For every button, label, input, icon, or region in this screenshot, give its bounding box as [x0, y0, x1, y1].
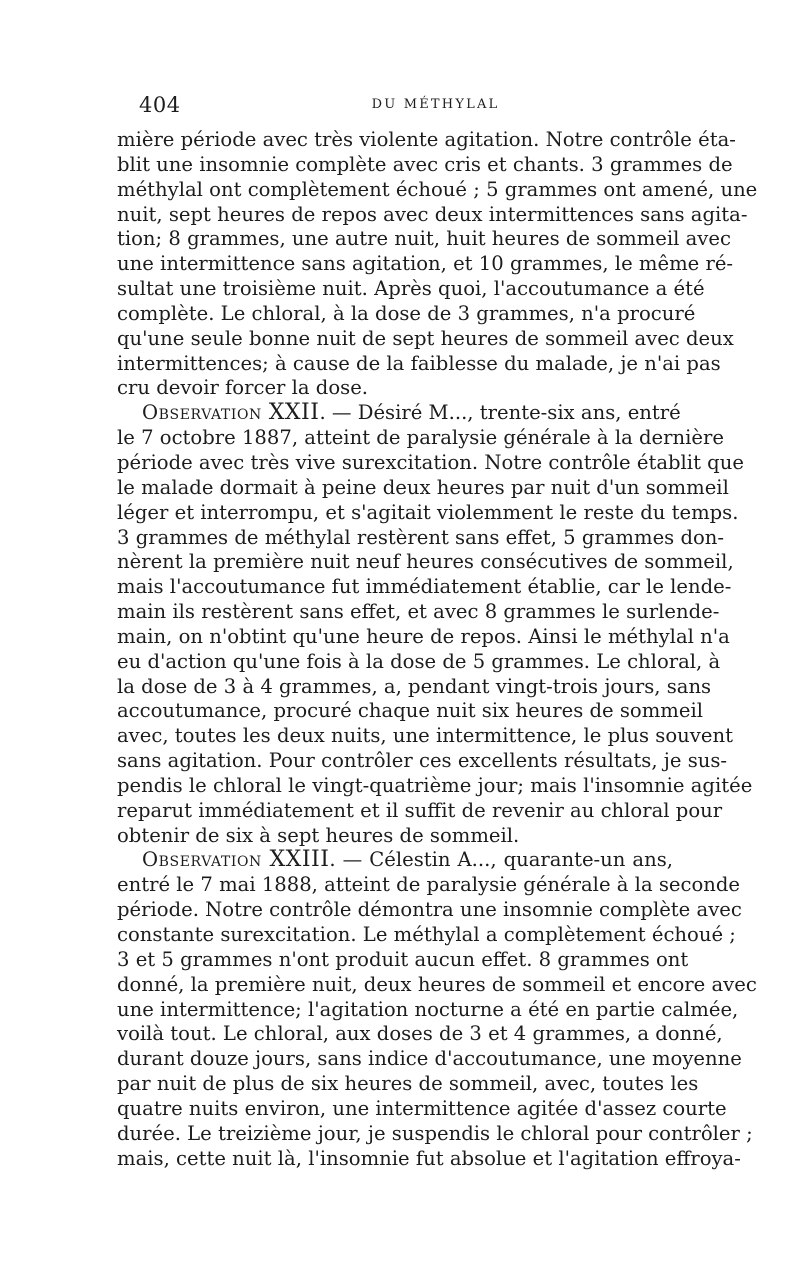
text-line: mière période avec très violente agitation. Notre contrôle éta-	[117, 128, 736, 151]
text-line: le malade dormait à peine deux heures par nuit d'un sommeil	[117, 475, 729, 499]
observation-label: Observation	[142, 401, 269, 425]
text-line: une intermittence sans agitation, et 10 grammes, le même ré-	[117, 252, 734, 276]
observation-label: Observation	[142, 848, 270, 872]
text-line: durant douze jours, sans indice d'accoutumance, une moyenne	[117, 1047, 742, 1071]
text-line: la dose de 3 à 4 grammes, a, pendant vingt-trois jours, sans	[117, 674, 712, 698]
text-line: mais l'accoutumance fut immédiatement établie, car le lende-	[117, 575, 732, 599]
text-line: méthylal ont complètement échoué ; 5 grammes ont amené, une	[117, 177, 758, 201]
observation-number: XXIII	[269, 847, 330, 873]
observation-heading-line	[117, 848, 673, 873]
text-line: durée. Le treizième jour, je suspendis le chloral pour contrôler ;	[117, 1121, 753, 1145]
text-line: qu'une seule bonne nuit de sept heures de sommeil avec deux	[117, 326, 734, 350]
observation-text: . — Célestin A..., quarante-un ans,	[329, 848, 674, 872]
text-line: main ils restèrent sans effet, et avec 8 grammes le surlende-	[117, 600, 720, 624]
text-line: reparut immédiatement et il suffit de revenir au chloral pour	[117, 798, 723, 822]
text-line: obtenir de six à sept heures de sommeil.	[117, 823, 520, 847]
text-line: complète. Le chloral, à la dose de 3 grammes, n'a procuré	[117, 301, 696, 325]
text-line: intermittences; à cause de la faiblesse du malade, je n'ai pas	[117, 351, 721, 375]
text-line: période avec très vive surexcitation. Notre contrôle établit que	[117, 450, 744, 474]
text-line: sultat une troisième nuit. Après quoi, l'accoutumance a été	[117, 277, 705, 301]
text-line: nèrent la première nuit neuf heures consécutives de sommeil,	[117, 550, 734, 574]
page-header	[139, 93, 672, 121]
text-line: le 7 octobre 1887, atteint de paralysie générale à la dernière	[117, 426, 724, 450]
page-number: 404	[139, 93, 181, 117]
text-line: blit une insomnie complète avec cris et chants. 3 grammes de	[117, 152, 733, 176]
text-line: sans agitation. Pour contrôler ces excellents résultats, je sus-	[117, 749, 728, 773]
running-head: DU MÉTHYLAL	[371, 97, 500, 112]
text-line: 3 grammes de méthylal restèrent sans effet, 5 grammes don-	[117, 525, 725, 549]
text-line: accoutumance, procuré chaque nuit six heures de sommeil	[117, 699, 703, 723]
text-line: voilà tout. Le chloral, aux doses de 3 et 4 grammes, a donné,	[117, 1022, 723, 1046]
text-line: eu d'action qu'une fois à la dose de 5 grammes. Le chloral, à	[117, 649, 721, 673]
text-line: par nuit de plus de six heures de sommeil, avec, toutes les	[117, 1072, 699, 1096]
text-line: tion; 8 grammes, une autre nuit, huit heures de sommeil avec	[117, 227, 731, 251]
text-line: 3 et 5 grammes n'ont produit aucun effet. 8 grammes ont	[117, 947, 689, 971]
observation-text: . — Désiré M..., trente-six ans, entré	[319, 401, 681, 425]
text-line: pendis le chloral le vingt-quatrième jour; mais l'insomnie agitée	[117, 773, 753, 797]
text-line: une intermittence; l'agitation nocturne a été en partie calmée,	[117, 997, 739, 1021]
text-line: cru devoir forcer la dose.	[117, 376, 369, 400]
text-line: nuit, sept heures de repos avec deux intermittences sans agita-	[117, 202, 748, 226]
text-line: constante surexcitation. Le méthylal a complètement échoué ;	[117, 923, 736, 946]
text-line: entré le 7 mai 1888, atteint de paralysie générale à la seconde	[117, 873, 741, 897]
text-line: main, on n'obtint qu'une heure de repos. Ainsi le méthylal n'a	[117, 624, 730, 648]
body-text	[117, 128, 758, 1170]
text-line: avec, toutes les deux nuits, une intermittence, le plus souvent	[117, 724, 733, 748]
observation-heading-line	[117, 400, 681, 426]
text-line: donné, la première nuit, deux heures de sommeil et encore avec	[117, 972, 757, 996]
text-line: période. Notre contrôle démontra une insomnie complète avec	[117, 898, 742, 922]
text-line: quatre nuits environ, une intermittence agitée d'assez courte	[117, 1096, 727, 1120]
text-line: léger et interrompu, et s'agitait violemment le reste du temps.	[117, 500, 739, 524]
observation-number: XXII	[268, 400, 320, 426]
text-line: mais, cette nuit là, l'insomnie fut absolue et l'agitation effroya-	[117, 1146, 741, 1170]
